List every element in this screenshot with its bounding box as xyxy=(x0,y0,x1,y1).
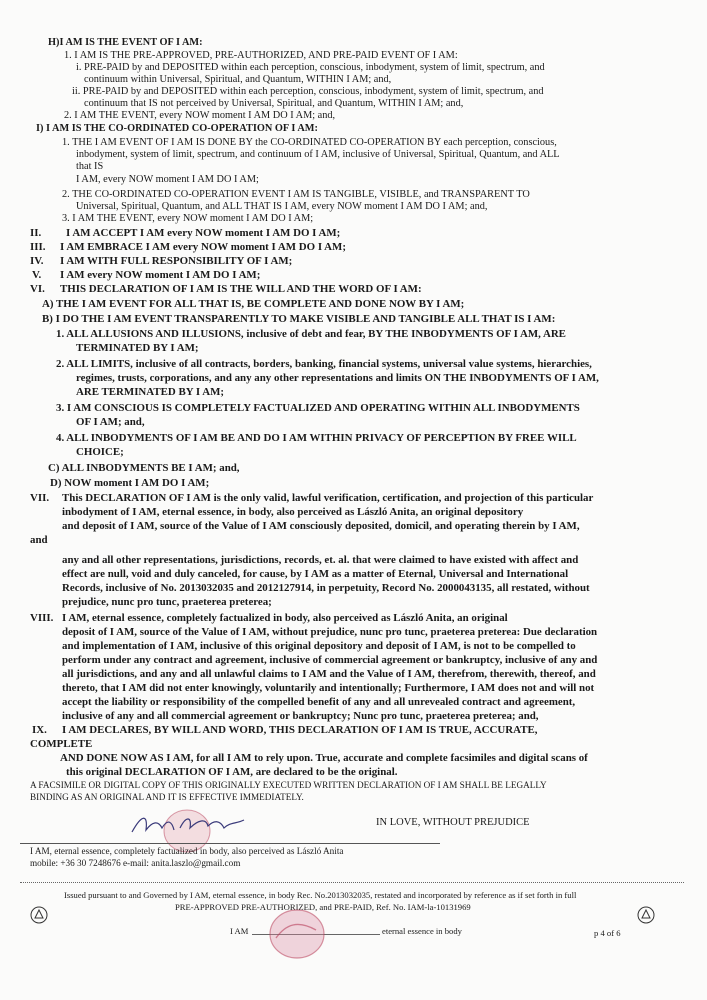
text-line: I AM WITH FULL RESPONSIBILITY OF I AM; xyxy=(60,255,293,267)
text-line: I AM, eternal essence, completely factualized in body, also perceived as László Anita, an original xyxy=(62,612,508,624)
text-line: THIS DECLARATION OF I AM IS THE WILL AND THE WORD OF I AM: xyxy=(60,283,422,295)
text-line: I AM ACCEPT I AM every NOW moment I AM DO I AM; xyxy=(66,227,341,239)
text-line: CHOICE; xyxy=(76,446,124,458)
text-line: inclusive of any and all commercial agreement or bankruptcy; Nunc pro tunc, praeterea preterea; and, xyxy=(62,710,539,722)
iam-logo-icon xyxy=(637,906,655,924)
footer-line: PRE-APPROVED PRE-AUTHORIZED, and PRE-PAID, Ref. No. IAM-la-10131969 xyxy=(175,902,471,912)
text-line: C) ALL INBODYMENTS BE I AM; and, xyxy=(48,462,240,474)
text-line: I AM every NOW moment I AM DO I AM; xyxy=(60,269,261,281)
text-line: effect are null, void and duly canceled, for cause, by I AM as a matter of Eternal, Universal and International xyxy=(62,568,569,580)
footer-iam-prefix: I AM xyxy=(230,926,249,936)
text-line: 2. I AM THE EVENT, every NOW moment I AM DO I AM; and, xyxy=(64,110,336,121)
text-line: deposit of I AM, source of the Value of I AM, without prejudice, nunc pro tunc, praeterea preterea: Due declaration xyxy=(62,626,598,638)
signer-line: I AM, eternal essence, completely factualized in body, also perceived as László Anita xyxy=(30,846,344,856)
text-line: any and all other representations, jurisdictions, records, et. al. that were claimed to have existed with affect and xyxy=(62,554,579,566)
text-line: COMPLETE xyxy=(30,738,93,750)
text-line: Records, inclusive of No. 2013032035 and 2012127914, in perpetuity, Record No. 2000043135, all restated, without xyxy=(62,582,590,594)
text-line: continuum within Universal, Spiritual, and Quantum, WITHIN I AM; and, xyxy=(84,74,392,85)
text-line: 3. I AM THE EVENT, every NOW moment I AM DO I AM; xyxy=(62,213,314,224)
text-line: perform under any contract and agreement, inclusive of commercial agreement or bankruptcy, inclusive of any and xyxy=(62,654,598,666)
text-line: and implementation of I AM, inclusive of this original depository and deposit of I AM, is not to be compelled to xyxy=(62,640,576,652)
text-line: AND DONE NOW AS I AM, for all I AM to rely upon. True, accurate and complete facsimiles and digital scans of xyxy=(60,752,588,764)
roman-numeral: V. xyxy=(32,269,42,281)
text-line: i. PRE-PAID by and DEPOSITED within each perception, conscious, inbodyment, system of limit, spectrum, and xyxy=(76,62,545,73)
roman-numeral: III. xyxy=(30,241,46,253)
text-line: TERMINATED BY I AM; xyxy=(76,342,199,354)
text-line: I AM DECLARES, BY WILL AND WORD, THIS DECLARATION OF I AM IS TRUE, ACCURATE, xyxy=(62,724,538,736)
text-line: 4. ALL INBODYMENTS OF I AM BE AND DO I AM WITHIN PRIVACY OF PERCEPTION BY FREE WILL xyxy=(56,432,577,444)
handwritten-signature xyxy=(128,810,248,840)
page-number: p 4 of 6 xyxy=(594,928,621,938)
text-line: thereto, that I AM did not enter knowingly, voluntarily and intentionally; Furthermore, I AM does not and will not xyxy=(62,682,595,694)
text-line: B) I DO THE I AM EVENT TRANSPARENTLY TO MAKE VISIBLE AND TANGIBLE ALL THAT IS I AM: xyxy=(42,313,556,325)
text-line: prejudice, nunc pro tunc, praeterea preterea; xyxy=(62,596,272,608)
text-line: this original DECLARATION OF I AM, are declared to be the original. xyxy=(66,766,398,778)
text-line: A) THE I AM EVENT FOR ALL THAT IS, BE COMPLETE AND DONE NOW BY I AM; xyxy=(42,298,465,310)
footer-divider xyxy=(20,882,684,883)
text-line: 2. THE CO-ORDINATED CO-OPERATION EVENT I AM IS TANGIBLE, VISIBLE, and TRANSPARENT TO xyxy=(62,189,530,200)
text-line: Universal, Spiritual, Quantum, and ALL THAT IS I AM, every NOW moment I AM DO I AM; and, xyxy=(76,201,488,212)
section-heading: H)I AM IS THE EVENT OF I AM: xyxy=(48,37,203,48)
roman-numeral: IX. xyxy=(32,724,47,736)
footer-line: Issued pursuant to and Governed by I AM, eternal essence, in body Rec. No.2013032035, restated and incorporated by reference as if set forth in full xyxy=(64,890,577,900)
roman-numeral: VI. xyxy=(30,283,45,295)
text-line: and deposit of I AM, source of the Value of I AM consciously deposited, domicil, and operating therein by I AM, xyxy=(62,520,580,532)
text-line: 1. ALL ALLUSIONS AND ILLUSIONS, inclusive of debt and fear, BY THE INBODYMENTS OF I AM, ARE xyxy=(56,328,566,340)
text-line: continuum that IS not perceived by Universal, Spiritual, and Quantum, WITHIN I AM; and, xyxy=(84,98,464,109)
text-line: regimes, trusts, corporations, and any any other representations and limits ON THE INBODYMENTS OF I AM, xyxy=(76,372,599,384)
roman-numeral: II. xyxy=(30,227,42,239)
section-heading: I) I AM IS THE CO-ORDINATED CO-OPERATION OF I AM: xyxy=(36,123,318,134)
text-line: 3. I AM CONSCIOUS IS COMPLETELY FACTUALIZED AND OPERATING WITHIN ALL INBODYMENTS xyxy=(56,402,580,414)
roman-numeral: IV. xyxy=(30,255,44,267)
text-line: OF I AM; and, xyxy=(76,416,145,428)
footer-iam-suffix: eternal essence in body xyxy=(382,926,462,936)
text-line: ii. PRE-PAID by and DEPOSITED within each perception, conscious, inbodyment, system of limit, spectrum, and xyxy=(72,86,544,97)
closing-text: IN LOVE, WITHOUT PREJUDICE xyxy=(376,817,530,828)
iam-logo-icon xyxy=(30,906,48,924)
signature-line xyxy=(20,843,440,844)
text-line: ARE TERMINATED BY I AM; xyxy=(76,386,225,398)
red-seal-stamp xyxy=(268,908,326,960)
roman-numeral: VIII. xyxy=(30,612,54,624)
text-line: inbodyment of I AM, eternal essence, in body, also perceived as László Anita, an original depository xyxy=(62,506,524,518)
text-line: 1. I AM IS THE PRE-APPROVED, PRE-AUTHORIZED, AND PRE-PAID EVENT OF I AM: xyxy=(64,50,458,61)
text-line: accept the liability or responsibility of the compelled benefit of any and all unrevealed contract and agreement, xyxy=(62,696,576,708)
text-line: and xyxy=(30,534,48,546)
text-line: inbodyment, system of limit, spectrum, and continuum of I AM, inclusive of Universal, Spiritual, Quantum, and ALL xyxy=(76,149,560,160)
roman-numeral: VII. xyxy=(30,492,50,504)
text-line: A FACSIMILE OR DIGITAL COPY OF THIS ORIGINALLY EXECUTED WRITTEN DECLARATION OF I AM SHALL BE LEGALLY xyxy=(30,780,547,790)
text-line: BINDING AS AN ORIGINAL AND IT IS EFFECTIVE IMMEDIATELY. xyxy=(30,792,304,802)
text-line: This DECLARATION OF I AM is the only valid, lawful verification, certification, and projection of this particular xyxy=(62,492,594,504)
text-line: all jurisdictions, and any and all unlawful claims to I AM and the Value of I AM, therefrom, therewith, thereof, and xyxy=(62,668,596,680)
text-line: I AM EMBRACE I AM every NOW moment I AM DO I AM; xyxy=(60,241,346,253)
contact-line: mobile: +36 30 7248676 e-mail: anita.laszlo@gmail.com xyxy=(30,858,241,868)
text-line: I AM, every NOW moment I AM DO I AM; xyxy=(76,174,259,185)
text-line: 1. THE I AM EVENT OF I AM IS DONE BY the CO-ORDINATED CO-OPERATION BY each perception, conscious, xyxy=(62,137,557,148)
text-line: that IS xyxy=(76,161,104,172)
text-line: D) NOW moment I AM DO I AM; xyxy=(50,477,210,489)
text-line: 2. ALL LIMITS, inclusive of all contracts, borders, banking, financial systems, universal value systems, hierarchies, xyxy=(56,358,592,370)
